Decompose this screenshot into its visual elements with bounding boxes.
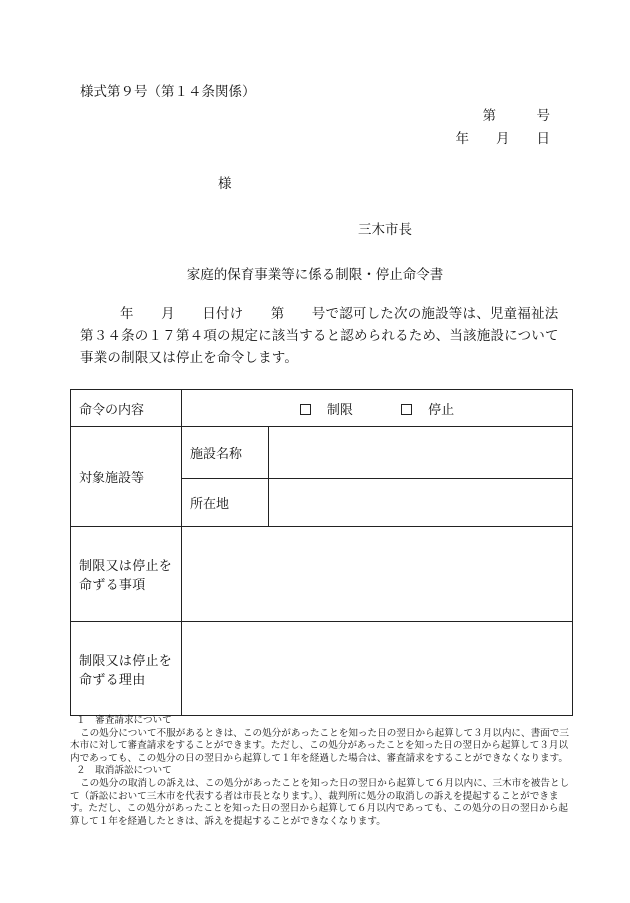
order-content-label: 命令の内容 (71, 390, 182, 427)
addressee: 様 (218, 176, 232, 192)
note-1-title: １ 審査請求について (76, 715, 172, 726)
option-stop-label: 停止 (428, 402, 455, 418)
checkbox-stop[interactable] (401, 404, 412, 415)
note-2-title: ２ 取消訴訟について (76, 765, 172, 777)
note-1-text: この処分について不服があるときは、この処分があったことを知った日の翌日から起算して３月以内に、書面で三木市に対して審査請求をすることができます。ただし、この処分があったことを知った日の翌日から起算して３月以内であっても、この処分の日の翌日から起算して１年を経過した場合は、審査請求をすることができなくなります。 (70, 727, 569, 764)
document-number: 第 号 (482, 108, 550, 124)
notes-section (70, 715, 574, 828)
reason-label: 制限又は停止を命ずる理由 (71, 622, 182, 716)
table-row (71, 427, 573, 479)
facility-name-label: 施設名称 (182, 427, 269, 479)
document-date: 年 月 日 (455, 131, 550, 147)
checkbox-restrict[interactable] (300, 404, 311, 415)
issuer: 三木市長 (358, 222, 412, 238)
body-text: 年 月 日付け 第 号で認可した次の施設等は、児童福祉法第３４条の１７第４項の規定に該当すると認められるため、当該施設について事業の制限又は停止を命令します。 (80, 306, 559, 366)
order-content-options (182, 390, 573, 427)
matters-field[interactable] (182, 527, 573, 622)
option-restrict-label: 制限 (326, 402, 353, 418)
note-2-text: この処分の取消しの訴えは、この処分があったことを知った日の翌日から起算して６月以内に、三木市を被告として（訴訟において三木市を代表する者は市長となります。）、裁判所に処分の取消しの訴えを提起することができます。ただし、この処分があったことを知った日の翌日から起算して６月以内であっても、この処分の日の翌日から起算して１年を経過したときは、訴えを提起することができなくなります。 (70, 777, 570, 827)
order-table (70, 389, 573, 716)
reason-field[interactable] (182, 622, 573, 716)
matters-label: 制限又は停止を命ずる事項 (71, 527, 182, 622)
target-facility-label: 対象施設等 (71, 427, 182, 527)
address-field[interactable] (269, 479, 573, 527)
document-title: 家庭的保育事業等に係る制限・停止命令書 (186, 267, 444, 283)
facility-name-field[interactable] (269, 427, 573, 479)
table-row (71, 622, 573, 716)
table-row (71, 390, 573, 427)
table-row (71, 527, 573, 622)
form-number: 様式第９号（第１４条関係） (80, 84, 256, 100)
address-label: 所在地 (182, 479, 269, 527)
